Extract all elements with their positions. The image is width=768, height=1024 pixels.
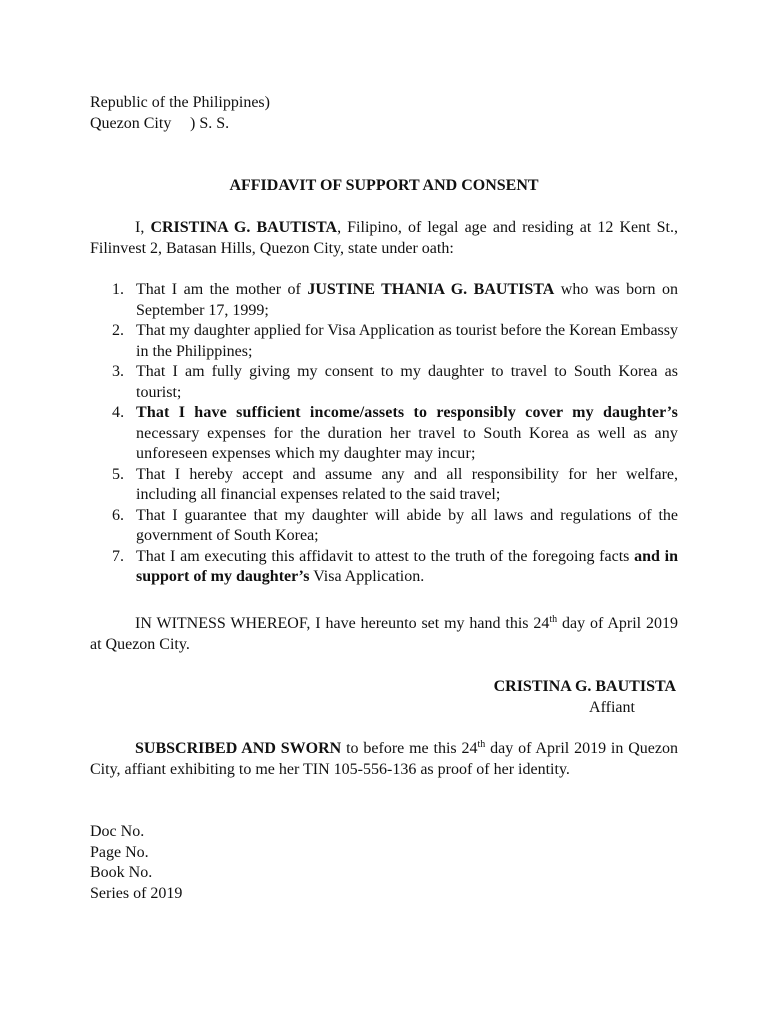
item-number: 1. (112, 281, 124, 298)
item-number: 5. (112, 465, 124, 483)
witness-ordinal: th (549, 614, 558, 625)
item-number: 6. (112, 506, 124, 524)
affiant-signature-name: CRISTINA G. BAUTISTA (493, 678, 676, 695)
item-number: 3. (112, 363, 124, 380)
jurat-heading: SUBSCRIBED AND SWORN (135, 740, 342, 757)
item-bold-text: and in support of my daughter’s (136, 547, 678, 585)
item-text: That I am executing this affidavit to attest to the truth of the foregoing facts (136, 547, 635, 565)
venue-city-line (90, 114, 678, 135)
item-text-after: who was born on September 17, 1999; (136, 281, 679, 319)
affiant-name-inline: CRISTINA G. BAUTISTA (150, 219, 338, 236)
witness-paragraph (90, 614, 678, 655)
statement-item (90, 403, 678, 465)
jurat-text: to before me this 24 (341, 740, 478, 757)
page-no-label: Page No. (90, 843, 149, 861)
intro-rest: , Filipino, of legal age and residing at 12 Kent St., Filinvest 2, Batasan Hills, Quezon City, state under oath: (90, 219, 679, 257)
venue-ss: ) S. S. (190, 114, 230, 132)
intro-paragraph (90, 218, 678, 259)
item-text: That I guarantee that my daughter will abide by all laws and regulations of the government of South Korea; (136, 506, 678, 544)
jurat-paragraph (90, 739, 678, 780)
item-text: That I am the mother of (136, 281, 308, 298)
venue-city: Quezon City (90, 114, 172, 132)
item-number: 7. (112, 547, 124, 565)
statement-item (90, 362, 678, 403)
witness-text-after: day of April 2019 at Quezon City. (90, 615, 678, 653)
item-number: 4. (112, 404, 125, 421)
venue-republic: Republic of the Philippines) (90, 94, 270, 111)
venue-caption (90, 93, 678, 134)
item-text-after: Visa Application. (309, 568, 425, 585)
item-text: That I hereby accept and assume any and all responsibility for her welfare, including all financial expenses related to the said travel; (136, 465, 678, 503)
jurat-text-after: day of April 2019 in Quezon City, affiant exhibiting to me her TIN 105-556-136 as proof of her identity. (90, 740, 678, 778)
affiant-role: Affiant (589, 698, 635, 716)
item-text: That my daughter applied for Visa Application as tourist before the Korean Embassy in the Philippines; (136, 322, 678, 360)
statement-item (90, 280, 678, 321)
item-text-after: necessary expenses for the duration her travel to South Korea as well as any unforeseen expenses which my daughter may incur; (136, 424, 678, 462)
statement-item (90, 465, 678, 506)
oath-statements-list (90, 280, 678, 588)
witness-text: IN WITNESS WHEREOF, I have hereunto set my hand this 24 (135, 615, 550, 632)
notarial-register (90, 822, 678, 904)
intro-pre: I, (135, 219, 151, 236)
statement-item (90, 321, 678, 362)
item-bold-text: JUSTINE THANIA G. BAUTISTA (307, 281, 555, 298)
doc-no-label: Doc No. (90, 823, 145, 840)
statement-item (90, 547, 678, 588)
book-no-label: Book No. (90, 864, 153, 881)
item-text: That I am fully giving my consent to my daughter to travel to South Korea as tourist; (136, 363, 678, 401)
item-number: 2. (112, 322, 124, 339)
document-title: AFFIDAVIT OF SUPPORT AND CONSENT (229, 177, 539, 194)
statement-item (90, 506, 678, 547)
series-label: Series of 2019 (90, 884, 183, 902)
item-bold-text: That I have sufficient income/assets to responsibly cover my daughter’s (136, 404, 678, 421)
signature-block (400, 677, 676, 718)
jurat-ordinal: th (477, 739, 486, 750)
